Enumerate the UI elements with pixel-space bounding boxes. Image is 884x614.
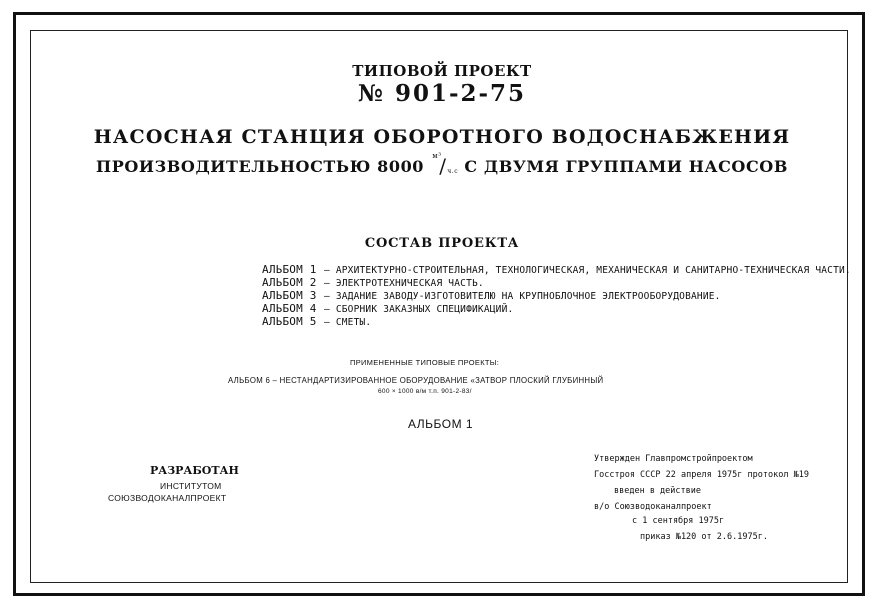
applied-projects-line2: 600 × 1000 в/м т.п. 901-2-83/ [378,388,472,395]
applied-projects-heading: ПРИМЕНЕННЫЕ ТИПОВЫЕ ПРОЕКТЫ: [350,358,500,367]
approval-line: с 1 сентября 1975г [632,516,725,526]
applied-projects-line1: АЛЬБОМ 6 – НЕСТАНДАРТИЗИРОВАННОЕ ОБОРУДОВАНИЕ «ЗАТВОР ПЛОСКИЙ ГЛУБИННЫЙ [228,376,604,385]
album-item: АЛЬБОМ 4 – СБОРНИК ЗАКАЗНЫХ СПЕЦИФИКАЦИЙ. [262,302,514,315]
developer-org: СОЮЗВОДОКАНАЛПРОЕКТ [108,493,227,503]
album-item: АЛЬБОМ 3 – ЗАДАНИЕ ЗАВОДУ-ИЗГОТОВИТЕЛЮ НА КРУПНОБЛОЧНОЕ ЭЛЕКТРООБОРУДОВАНИЕ. [262,289,721,302]
approval-line: введен в действие [614,486,701,496]
approval-line: Госстроя СССР 22 апреля 1975г протокол №19 [594,470,809,480]
developer-title: РАЗРАБОТАН [150,464,239,477]
project-number: № 901-2-75 [357,80,527,107]
current-album: АЛЬБОМ 1 [408,417,474,431]
project-title-line1: НАСОСНАЯ СТАНЦИЯ ОБОРОТНОГО ВОДОСНАБЖЕНИЯ [93,126,791,148]
album-item: АЛЬБОМ 2 – ЭЛЕКТРОТЕХНИЧЕСКАЯ ЧАСТЬ. [262,276,484,289]
album-item: АЛЬБОМ 5 – СМЕТЫ. [262,315,372,328]
album-item: АЛЬБОМ 1 – АРХИТЕКТУРНО-СТРОИТЕЛЬНАЯ, ТЕХНОЛОГИЧЕСКАЯ, МЕХАНИЧЕСКАЯ И САНИТАРНО-ТЕХНИЧЕСКАЯ ЧАСТИ. [262,263,851,276]
pump-groups-text: С ДВУМЯ ГРУППАМИ НАСОСОВ [464,157,788,176]
approval-line: приказ №120 от 2.6.1975г. [640,532,768,542]
project-title-line2 [0,151,884,178]
project-type: ТИПОВОЙ ПРОЕКТ [352,62,532,80]
unit-numerator: м³ [432,151,442,160]
unit-denominator: ч.с [447,167,459,175]
capacity-text: ПРОИЗВОДИТЕЛЬНОСТЬЮ 8000 [96,157,425,176]
album-list [262,263,851,328]
composition-heading: СОСТАВ ПРОЕКТА [364,236,520,251]
capacity-unit: м³ / ч.с [432,151,459,178]
developer-line1: ИНСТИТУТОМ [160,481,222,491]
approval-line: Утвержден Главпромстройпроектом [594,454,753,464]
approval-line: в/о Союзводоканалпроект [594,502,712,512]
